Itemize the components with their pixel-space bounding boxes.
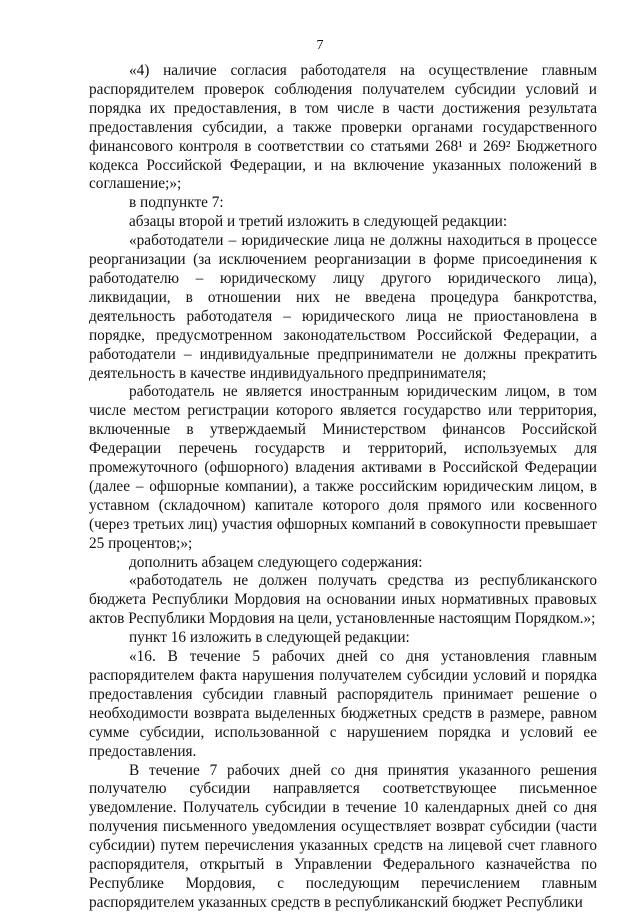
paragraph-add-clause: дополнить абзацем следующего содержания: bbox=[129, 553, 423, 571]
paragraph-employers-reorganization: «работодатели – юридические лица не должны находиться в процессе реорганизации (за исключением реорганизации в форме присоединения к работодателю – юридическому лицу другого юридического лица), ликвидации, в отношении них не введена процедура банкротства, деятельность работодателя – юридического лица не приостановлена в порядке, предусмотренном законодательством Российской Федерации, а работодатели – индивидуальные предприниматели не должны прекратить деятельность в качестве индивидуального предпринимателя; bbox=[89, 232, 597, 382]
paragraph-subpoint-7: в подпункте 7: bbox=[129, 194, 224, 212]
paragraph-employer-offshore: работодатель не является иностранным юридическим лицом, в том числе местом регистрации которого является государство или территория, включенные в утверждаемый Министерством финансов Российской Федерации перечень государств и территорий, используемых для промежуточного (офшорного) владения активами в Российской Федерации (далее – офшорные компании), а также российским юридическим лицом, в уставном (складочном) капитале которого доля прямого или косвенного (через третьих лиц) участия офшорных компаний в совокупности превышает 25 процентов;»; bbox=[89, 383, 597, 552]
paragraph-item-4: «4) наличие согласия работодателя на осуществление главным распорядителем проверок соблюдения получателем субсидии условий и порядка их предоставления, в том числе в части достижения результата предоставления субсидии, а также проверки органами государственного финансового контроля в соответствии со статьями 268¹ и 269² Бюджетного кодекса Российской Федерации, и на включение указанных положений в соглашение;»; bbox=[89, 62, 597, 193]
page-number: 7 bbox=[316, 38, 324, 53]
paragraph-point-16: «16. В течение 5 рабочих дней со дня установления главным распорядителем факта нарушения получателем субсидии условий и порядка предоставления субсидии главный распорядитель принимает решение о необходимости возврата выделенных бюджетных средств в размере, равном сумме субсидии, использованной с нарушением порядка и условий ее предоставления. bbox=[89, 648, 597, 760]
paragraph-point-16-intro: пункт 16 изложить в следующей редакции: bbox=[129, 629, 410, 647]
paragraph-refund-procedure: В течение 7 рабочих дней со дня принятия указанного решения получателю субсидии направляется соответствующее письменное уведомление. Получатель субсидии в течение 10 календарных дней со дня получения письменного уведомления осуществляет возврат субсидии (части субсидии) путем перечисления указанных средств на лицевой счет главного распорядителя, открытый в Управлении Федерального казначейства по Республике Мордовия, с последующим перечислением главным распорядителем указанных средств в республиканский бюджет Республики bbox=[89, 761, 597, 911]
document-body bbox=[89, 62, 597, 913]
paragraph-amendment-intro: абзацы второй и третий изложить в следующей редакции: bbox=[129, 213, 508, 231]
paragraph-no-other-funds: «работодатель не должен получать средства из республиканского бюджета Республики Мордовия на основании иных нормативных правовых актов Республики Мордовия на цели, установленные настоящим Порядком.»; bbox=[89, 572, 597, 628]
